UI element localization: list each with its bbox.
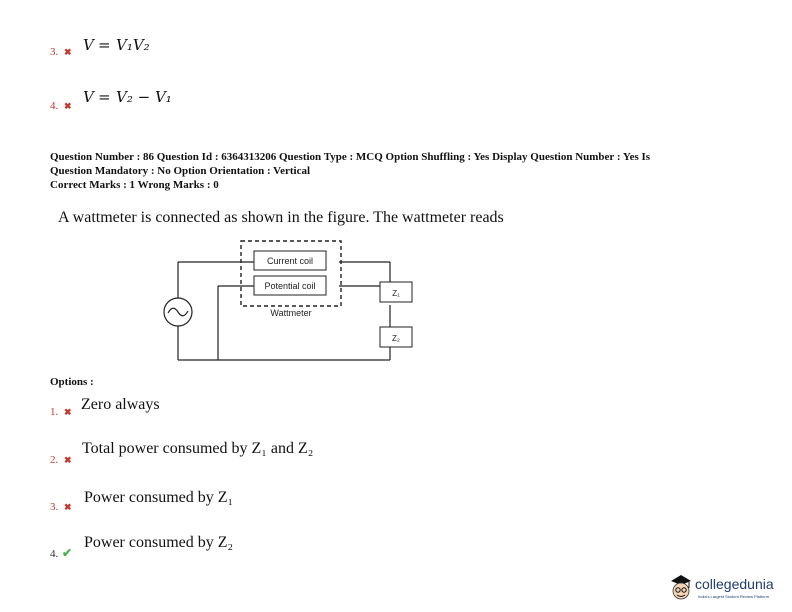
- wrong-mark-icon: ✖: [64, 407, 72, 417]
- equation-lhs: V: [83, 36, 94, 54]
- wrong-mark-icon: ✖: [64, 455, 72, 465]
- question-meta-line1: Question Number : 86 Question Id : 6364313206 Question Type : MCQ Option Shuffling : Yes Display Question Number : Yes Is: [50, 151, 651, 163]
- option-1[interactable]: [50, 396, 350, 420]
- prev-option-4: [50, 88, 210, 112]
- prev-option-3: [50, 36, 200, 60]
- option-number: 3.: [50, 46, 59, 58]
- option-number: 3.: [50, 501, 59, 513]
- option-text: Total power consumed by Z₁ and Z₂: [82, 440, 314, 457]
- student-mascot-icon: [668, 572, 694, 604]
- equation-lhs: V: [83, 88, 94, 106]
- option-2[interactable]: [50, 440, 370, 466]
- logo-tagline: India's Largest Student Review Platform: [698, 594, 770, 599]
- option-number: 1.: [50, 406, 59, 418]
- current-coil-label: Current coil: [266, 256, 314, 266]
- equals-sign: =: [98, 88, 111, 106]
- logo-name: collegedunia: [695, 576, 774, 592]
- wrong-mark-icon: ✖: [64, 502, 72, 512]
- z2-label: Z₂: [392, 334, 400, 343]
- wattmeter-circuit-figure: [150, 236, 420, 366]
- question-meta-line2: Question Mandatory : No Option Orientation : Vertical: [50, 165, 311, 177]
- potential-coil-label: Potential coil: [264, 281, 316, 291]
- equation-rhs: V₂ − V₁: [116, 88, 172, 106]
- option-number: 4.: [50, 100, 59, 112]
- option-number: 2.: [50, 454, 59, 466]
- options-label: Options :: [50, 376, 94, 388]
- option-number: 4.: [50, 548, 59, 560]
- wattmeter-label: Wattmeter: [270, 308, 312, 318]
- option-3[interactable]: [50, 489, 350, 515]
- z1-label: Z₁: [392, 289, 400, 298]
- option-4[interactable]: [50, 534, 350, 562]
- equation-rhs: V₁V₂: [116, 36, 150, 54]
- option-text: Power consumed by Z₂: [84, 534, 234, 551]
- question-text: A wattmeter is connected as shown in the figure. The wattmeter reads: [58, 209, 504, 226]
- wrong-mark-icon: ✖: [64, 101, 72, 111]
- check-mark-icon: ✔: [62, 546, 73, 560]
- option-text: Power consumed by Z₁: [84, 489, 234, 506]
- option-text: Zero always: [81, 396, 160, 413]
- wrong-mark-icon: ✖: [64, 47, 72, 57]
- equals-sign: =: [98, 36, 111, 54]
- collegedunia-logo: [668, 572, 788, 606]
- question-meta-line3: Correct Marks : 1 Wrong Marks : 0: [50, 179, 219, 191]
- question-meta: [50, 150, 770, 192]
